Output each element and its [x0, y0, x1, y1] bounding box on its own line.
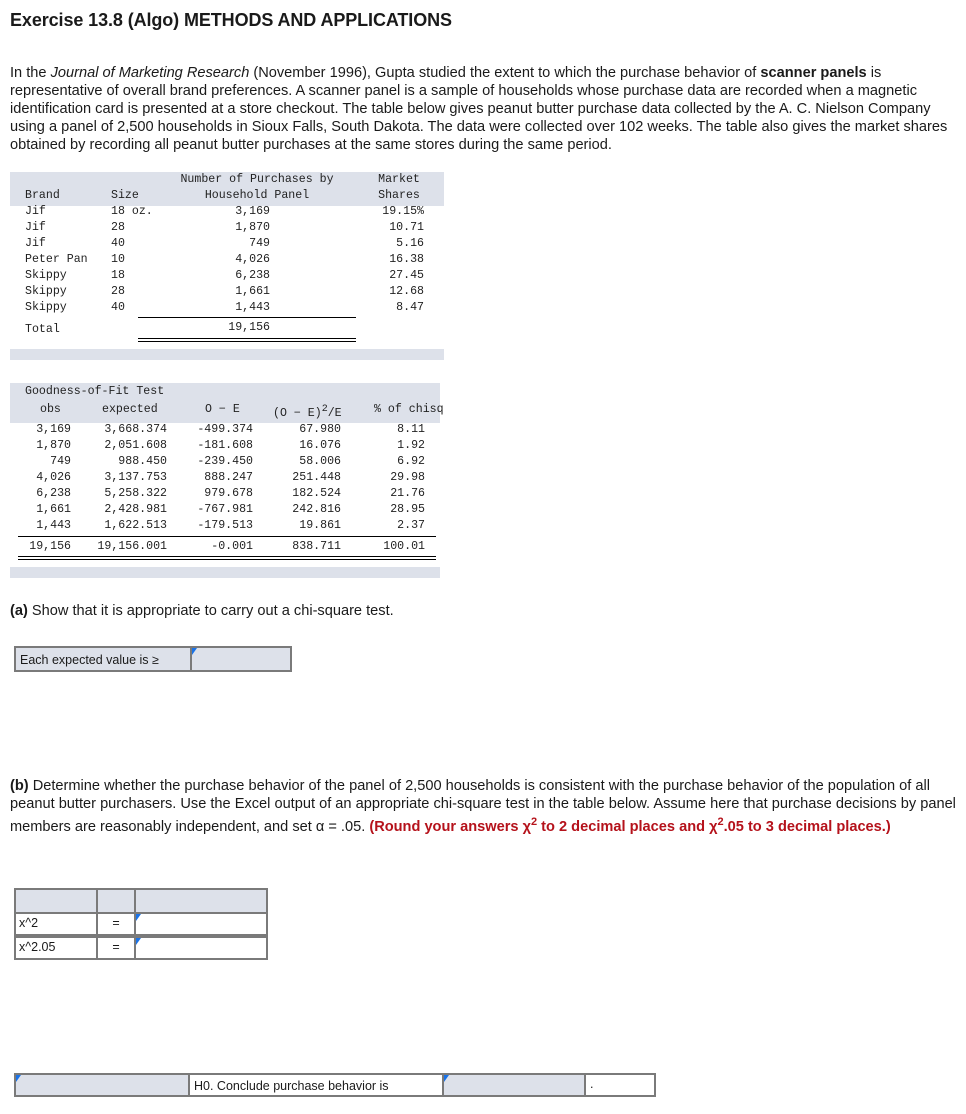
- brand-cell: Jif: [25, 221, 46, 234]
- input-marker-icon: [136, 938, 141, 945]
- gof-obs-cell: 749: [50, 455, 71, 468]
- answer-header-cell-1: [14, 888, 98, 914]
- brand-cell: Jif: [25, 205, 46, 218]
- gof-total-pct: 100.01: [383, 540, 425, 553]
- gof-pct-cell: 8.11: [397, 423, 425, 436]
- brand-cell: Peter Pan: [25, 253, 88, 266]
- gof-total-expected: 19,156.001: [97, 540, 167, 553]
- gof-expected-cell: 1,622.513: [104, 519, 167, 532]
- gof-diff-cell: -767.981: [197, 503, 253, 516]
- gof-diff-cell: 979.678: [204, 487, 253, 500]
- gof-expected-cell: 988.450: [118, 455, 167, 468]
- chi-square-critical-input[interactable]: [134, 936, 268, 960]
- double-line-bottom: [138, 341, 356, 342]
- gof-obs-cell: 4,026: [36, 471, 71, 484]
- shares-header-line2: Shares: [378, 189, 420, 202]
- chi-square-critical-label: x^2.05: [14, 936, 98, 960]
- gof-pct-cell: 21.76: [390, 487, 425, 500]
- purchases-cell: 1,443: [235, 301, 270, 314]
- brand-cell: Jif: [25, 237, 46, 250]
- share-cell: 5.16: [396, 237, 424, 250]
- gof-obs-cell: 3,169: [36, 423, 71, 436]
- answer-header-cell-3: [134, 888, 268, 914]
- o-minus-e-header: O − E: [205, 403, 240, 416]
- gof-pct-cell: 1.92: [397, 439, 425, 452]
- gof-chi-cell: 242.816: [292, 503, 341, 516]
- gof-total-chi: 838.711: [292, 540, 341, 553]
- brand-cell: Skippy: [25, 269, 67, 282]
- journal-name: Journal of Marketing Research: [50, 65, 250, 81]
- input-marker-icon: [192, 648, 197, 655]
- obs-header: obs: [40, 403, 61, 416]
- size-cell: 40: [111, 301, 125, 314]
- gof-chi-cell: 67.980: [299, 423, 341, 436]
- size-header: Size: [111, 189, 139, 202]
- gof-title: Goodness-of-Fit Test: [25, 385, 165, 398]
- size-cell: 18: [111, 269, 125, 282]
- size-cell: 10: [111, 253, 125, 266]
- gof-obs-cell: 1,443: [36, 519, 71, 532]
- gof-obs-cell: 1,870: [36, 439, 71, 452]
- intro-paragraph: In the Journal of Marketing Research (November 1996), Gupta studied the extent to which the purchase behavior of scanner panels is representative of overall brand preferences. A scanner panel is a sample of households whose purchase data are recorded when a magnetic identification card is presented at a store checkout. The table below gives peanut butter purchase data collected by the A. C. Nielson Company using a panel of 2,500 households in Sioux Falls, South Dakota. The data were collected over 102 weeks. The table also gives the market shares obtained by recording all peanut butter purchases at the same stores during the same period.: [10, 65, 948, 153]
- dropdown-marker-icon: [16, 1075, 21, 1082]
- scanner-panels-term: scanner panels: [760, 65, 867, 81]
- purchase-table-footer-band: [10, 349, 444, 360]
- conclusion-label: H0. Conclude purchase behavior is: [188, 1073, 444, 1097]
- share-cell: 8.47: [396, 301, 424, 314]
- chi-component-header: $(O - E)^2/E$: [273, 404, 342, 420]
- total-label: Total: [25, 323, 60, 336]
- purchases-header-line2: Household Panel: [204, 189, 310, 202]
- input-marker-icon: [136, 914, 141, 921]
- gof-expected-cell: 3,137.753: [104, 471, 167, 484]
- chi-square-label: x^2: [14, 912, 98, 936]
- chi-square-critical-equals: =: [96, 936, 136, 960]
- share-cell: 12.68: [389, 285, 424, 298]
- decision-select-right[interactable]: [442, 1073, 586, 1097]
- purchases-cell: 1,661: [235, 285, 270, 298]
- part-a-question: (a) Show that it is appropriate to carry out a chi-square test.: [10, 603, 394, 619]
- gof-pct-cell: 28.95: [390, 503, 425, 516]
- gof-chi-cell: 16.076: [299, 439, 341, 452]
- purchases-cell: 6,238: [235, 269, 270, 282]
- rounding-instruction: (Round your answers $\chi^2$ to 2 decimal places and $\chi^2.05$ to 3 decimal places.): [369, 816, 891, 835]
- pct-chisq-header: % of chisq: [374, 403, 444, 416]
- gof-total-diff: -0.001: [211, 540, 253, 553]
- sum-line: [138, 317, 356, 318]
- share-cell: 19.15%: [382, 205, 424, 218]
- gof-expected-cell: 2,051.608: [104, 439, 167, 452]
- gof-diff-cell: -239.450: [197, 455, 253, 468]
- part-b-question: (b) Determine whether the purchase behavior of the panel of 2,500 households is consistent with the purchase behavior of the population of all peanut butter purchasers. Use the Excel output of an appropriate chi-square test in the table below. Assume here that purchase decisions by panel members are reasonably independent, and set α = .05. (Round your answers $\chi^2$ to 2 decimal places and $\chi^2.05$ to 3 decimal places.): [10, 778, 956, 835]
- chi-square-input[interactable]: [134, 912, 268, 936]
- gof-chi-cell: 182.524: [292, 487, 341, 500]
- size-cell: 28: [111, 285, 125, 298]
- gof-sum-line: [18, 536, 436, 537]
- expected-header: expected: [102, 403, 158, 416]
- gof-diff-cell: 888.247: [204, 471, 253, 484]
- gof-pct-cell: 2.37: [397, 519, 425, 532]
- purchases-header-line1: Number of Purchases by: [180, 173, 334, 186]
- gof-expected-cell: 2,428.981: [104, 503, 167, 516]
- gof-chi-cell: 58.006: [299, 455, 341, 468]
- gof-diff-cell: -179.513: [197, 519, 253, 532]
- gof-total-obs: 19,156: [29, 540, 71, 553]
- share-cell: 10.71: [389, 221, 424, 234]
- gof-obs-cell: 1,661: [36, 503, 71, 516]
- share-cell: 27.45: [389, 269, 424, 282]
- size-cell: 40: [111, 237, 125, 250]
- purchases-cell: 4,026: [235, 253, 270, 266]
- answer-header-cell-2: [96, 888, 136, 914]
- gof-chi-cell: 251.448: [292, 471, 341, 484]
- chi-square-equals: =: [96, 912, 136, 936]
- size-cell: 28: [111, 221, 125, 234]
- purchases-cell: 749: [249, 237, 270, 250]
- expected-value-input[interactable]: [190, 646, 292, 672]
- dropdown-marker-icon: [444, 1075, 449, 1082]
- share-cell: 16.38: [389, 253, 424, 266]
- page-title: Exercise 13.8 (Algo) METHODS AND APPLICATIONS: [10, 10, 452, 30]
- brand-cell: Skippy: [25, 301, 67, 314]
- shares-header-line1: Market: [378, 173, 420, 186]
- gof-expected-cell: 5,258.322: [104, 487, 167, 500]
- purchases-cell: 1,870: [235, 221, 270, 234]
- double-line-top: [138, 338, 356, 339]
- gof-double-line-bottom: [18, 559, 436, 560]
- gof-footer-band: [10, 567, 440, 578]
- gof-pct-cell: 29.98: [390, 471, 425, 484]
- gof-diff-cell: -181.608: [197, 439, 253, 452]
- brand-cell: Skippy: [25, 285, 67, 298]
- decision-select-left[interactable]: [14, 1073, 190, 1097]
- total-value: 19,156: [228, 321, 270, 334]
- size-cell: 18 oz.: [111, 205, 153, 218]
- gof-double-line-top: [18, 556, 436, 557]
- brand-header: Brand: [25, 189, 60, 202]
- gof-pct-cell: 6.92: [397, 455, 425, 468]
- conclusion-period: .: [584, 1073, 656, 1097]
- gof-obs-cell: 6,238: [36, 487, 71, 500]
- gof-diff-cell: -499.374: [197, 423, 253, 436]
- gof-expected-cell: 3,668.374: [104, 423, 167, 436]
- purchases-cell: 3,169: [235, 205, 270, 218]
- expected-value-label: Each expected value is ≥: [14, 646, 192, 672]
- gof-chi-cell: 19.861: [299, 519, 341, 532]
